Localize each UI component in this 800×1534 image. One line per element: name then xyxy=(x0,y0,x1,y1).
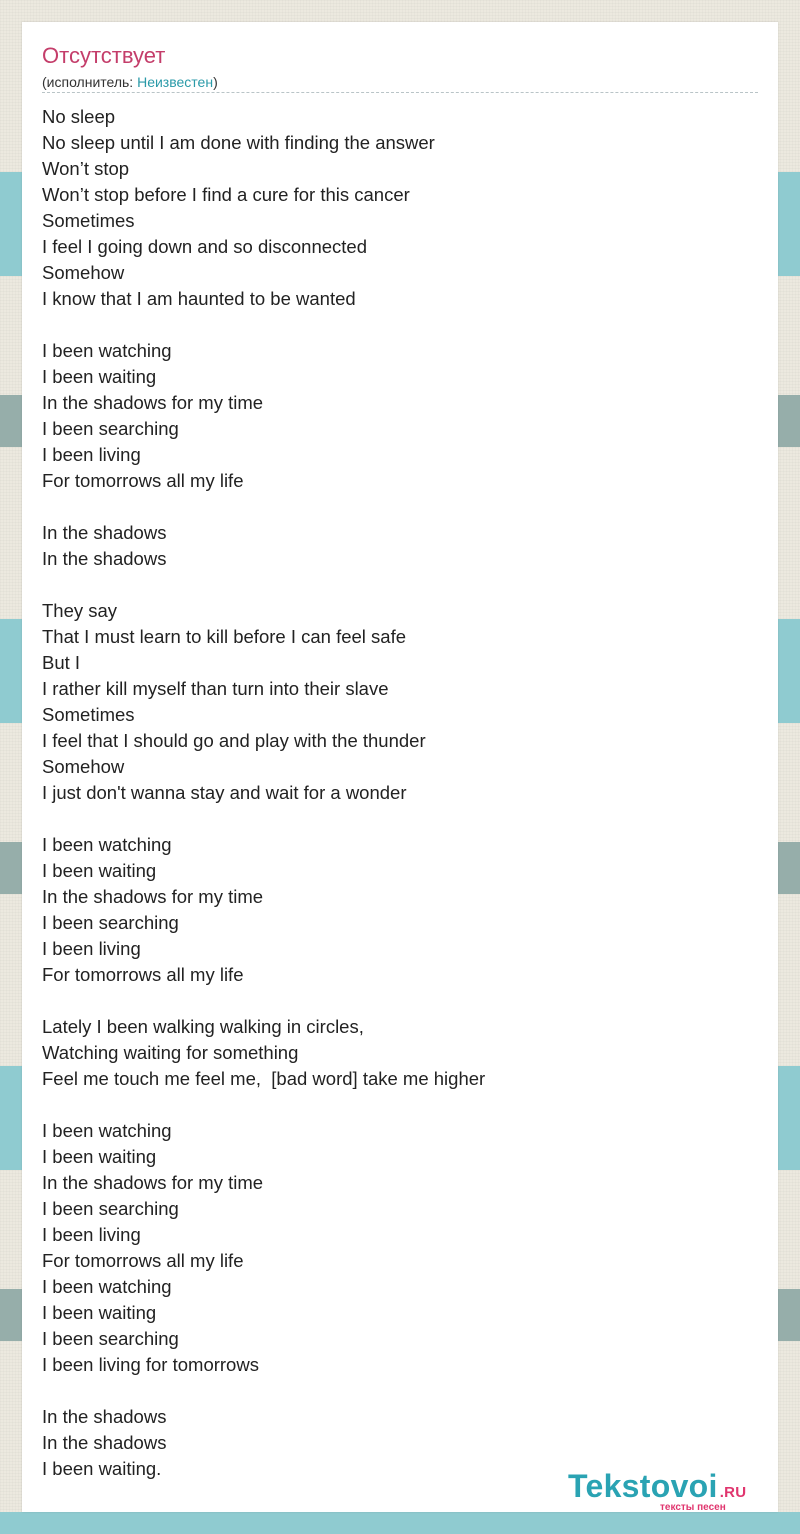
lyric-line: I feel I going down and so disconnected xyxy=(42,236,368,257)
artist-link[interactable]: Неизвестен xyxy=(137,74,214,90)
stanza-break xyxy=(42,494,485,520)
lyric-line: For tomorrows all my life xyxy=(42,1250,244,1271)
lyric-line: Lately I been walking walking in circles, xyxy=(42,1016,364,1037)
lyric-line: I been searching xyxy=(42,912,179,933)
stanza-break xyxy=(42,806,485,832)
stanza-break xyxy=(42,572,485,598)
lyric-line: Won’t stop before I find a cure for this cancer xyxy=(42,184,410,205)
lyrics-card xyxy=(22,22,778,1512)
lyric-line: I been waiting xyxy=(42,366,157,387)
lyric-line: Feel me touch me feel me, [bad word] take me higher xyxy=(42,1068,486,1089)
logo-name: Tekstovoi xyxy=(568,1468,718,1504)
lyric-line: I been watching xyxy=(42,1120,172,1141)
lyric-line: I been waiting. xyxy=(42,1458,162,1479)
logo-tagline: тексты песен xyxy=(660,1502,726,1513)
logo-tld: .RU xyxy=(719,1484,747,1501)
stanza-break xyxy=(42,988,485,1014)
lyric-line: I rather kill myself than turn into their slave xyxy=(42,678,389,699)
artist-suffix: ) xyxy=(213,74,218,90)
lyric-line: I been living xyxy=(42,1224,141,1245)
lyric-line: Sometimes xyxy=(42,704,135,725)
lyric-line: I been waiting xyxy=(42,1302,157,1323)
lyrics-body xyxy=(42,104,485,1482)
lyric-line: In the shadows xyxy=(42,522,167,543)
lyric-line: In the shadows for my time xyxy=(42,392,264,413)
lyric-line: But I xyxy=(42,652,81,673)
lyric-line: I been living xyxy=(42,444,141,465)
lyric-line: I feel that I should go and play with the thunder xyxy=(42,730,426,751)
lyric-line: I been waiting xyxy=(42,1146,157,1167)
lyric-line: In the shadows xyxy=(42,548,167,569)
lyric-line: In the shadows for my time xyxy=(42,886,264,907)
lyric-line: Somehow xyxy=(42,756,125,777)
artist-prefix: (исполнитель: xyxy=(42,74,138,90)
lyric-line: I been searching xyxy=(42,1198,179,1219)
lyric-line: No sleep until I am done with finding the answer xyxy=(42,132,435,153)
lyric-line: I been watching xyxy=(42,834,172,855)
lyric-line: That I must learn to kill before I can feel safe xyxy=(42,626,407,647)
stanza-break xyxy=(42,1092,485,1118)
lyric-line: I been watching xyxy=(42,1276,172,1297)
lyric-line: For tomorrows all my life xyxy=(42,470,244,491)
lyric-line: No sleep xyxy=(42,106,116,127)
lyric-line: I been waiting xyxy=(42,860,157,881)
lyric-line: They say xyxy=(42,600,118,621)
divider xyxy=(42,92,758,93)
background-stripe xyxy=(0,1512,800,1534)
stanza-break xyxy=(42,1378,485,1404)
lyric-line: I know that I am haunted to be wanted xyxy=(42,288,356,309)
lyric-line: I been searching xyxy=(42,418,179,439)
song-title: Отсутствует xyxy=(42,43,166,68)
lyric-line: I been living xyxy=(42,938,141,959)
lyric-line: For tomorrows all my life xyxy=(42,964,244,985)
lyric-line: I been searching xyxy=(42,1328,179,1349)
lyric-line: I just don't wanna stay and wait for a wonder xyxy=(42,782,407,803)
artist-line xyxy=(42,73,218,91)
lyric-line: Won’t stop xyxy=(42,158,130,179)
lyric-line: Sometimes xyxy=(42,210,135,231)
site-logo[interactable] xyxy=(568,1468,774,1514)
lyric-line: In the shadows xyxy=(42,1432,167,1453)
lyric-line: In the shadows xyxy=(42,1406,167,1427)
lyric-line: I been living for tomorrows xyxy=(42,1354,259,1375)
lyric-line: I been watching xyxy=(42,340,172,361)
lyric-line: Somehow xyxy=(42,262,125,283)
lyric-line: In the shadows for my time xyxy=(42,1172,264,1193)
stanza-break xyxy=(42,312,485,338)
lyric-line: Watching waiting for something xyxy=(42,1042,299,1063)
